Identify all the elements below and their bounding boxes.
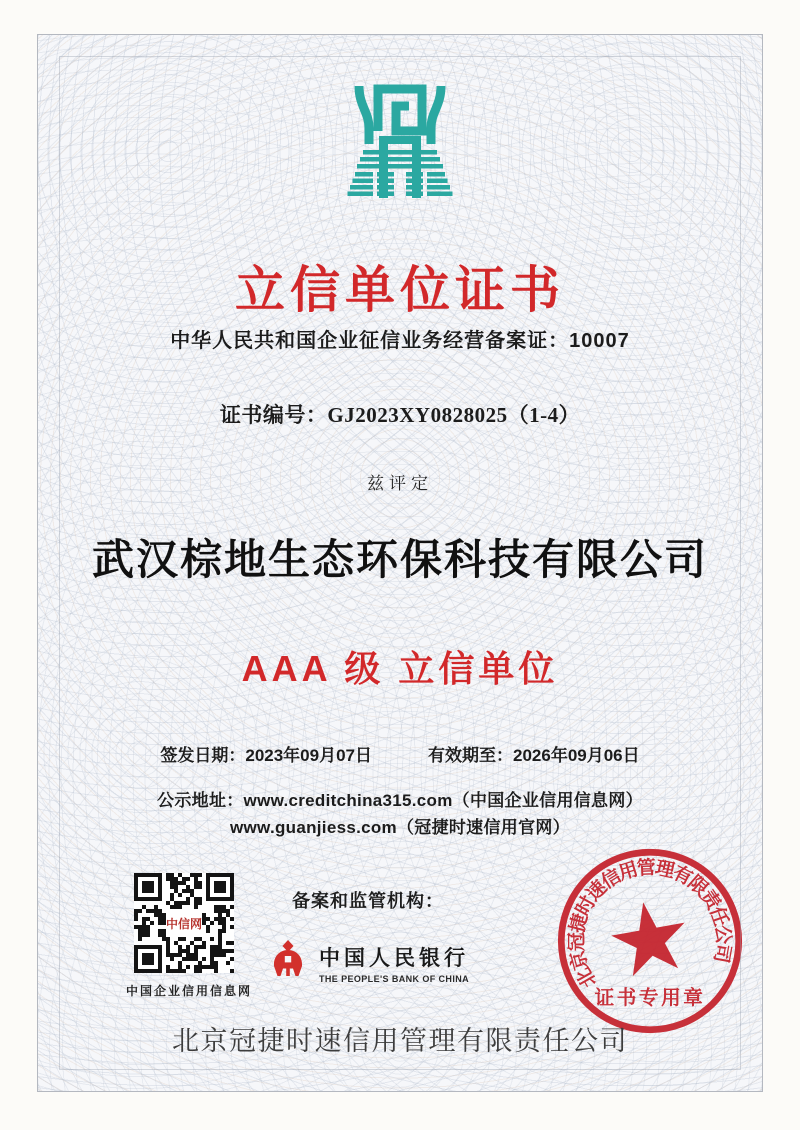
qr-caption: 中国企业信用信息网: [126, 984, 253, 998]
publicity-url-1: 公示地址：www.creditchina315.com（中国企业信用信息网）: [157, 791, 643, 810]
pboc-text: [319, 942, 469, 984]
pboc-logo-row: [238, 939, 498, 986]
company-seal: [552, 843, 748, 1039]
regulator-block: [238, 887, 498, 986]
pboc-name-cn: 中国人民银行: [318, 945, 469, 970]
publicity-url-2: www.guanjiess.com（冠捷时速信用官网）: [230, 818, 570, 837]
certificate-panel: [37, 34, 763, 1092]
regulator-label: 备案和监管机构：: [292, 891, 444, 911]
issuer-name: 北京冠捷时速信用管理有限责任公司: [172, 1026, 628, 1056]
evaluate-line: 兹评定: [367, 474, 433, 493]
certificate-subtitle: 中华人民共和国企业征信业务经营备案证：10007: [170, 330, 630, 352]
qr-block: [126, 873, 253, 999]
seal-ring-text: 北京冠捷时速信用管理有限责任公司: [566, 857, 734, 991]
qr-center-label: 中信网: [165, 917, 202, 931]
certificate-number: 证书编号：GJ2023XY0828025（1-4）: [219, 403, 581, 427]
pboc-emblem-icon: [267, 939, 309, 986]
certificate-title: 立信单位证书: [235, 262, 565, 318]
company-name: 武汉棕地生态环保科技有限公司: [91, 538, 708, 584]
guanjie-logo-icon: [38, 84, 762, 203]
issue-date: 签发日期：2023年09月07日: [160, 746, 372, 765]
seal-bottom-text: 证书专用章: [594, 986, 706, 1009]
valid-until-date: 有效期至：2026年09月06日: [428, 746, 640, 765]
pboc-name-en: THE PEOPLE'S BANK OF CHINA: [318, 973, 470, 984]
rating-line: AAA 级 立信单位: [241, 648, 559, 689]
date-row: [38, 741, 762, 766]
qr-code: [134, 873, 234, 973]
publicity-urls: [38, 787, 762, 841]
